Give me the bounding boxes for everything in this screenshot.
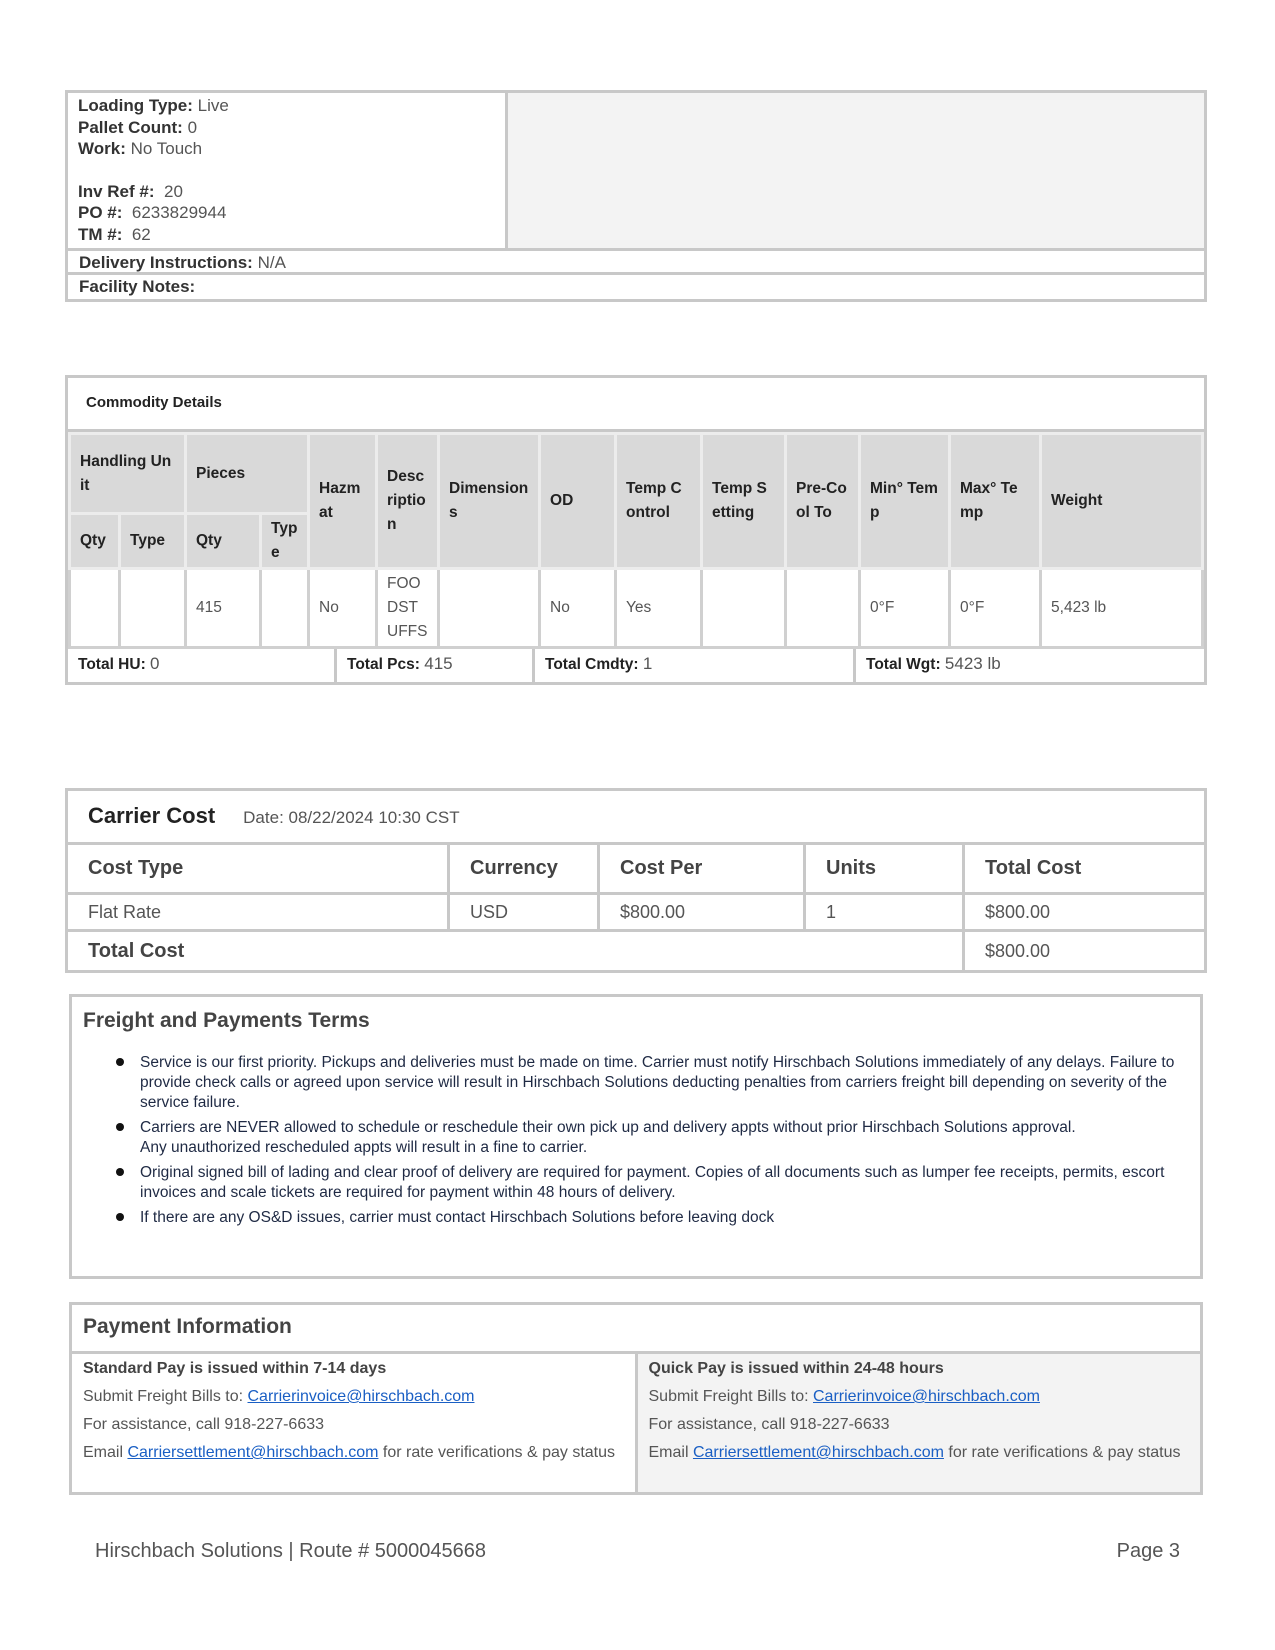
- header-pc-type: Type: [261, 514, 309, 569]
- standard-settlement: Email Carriersettlement@hirschbach.com for rate verifications & pay status: [83, 1444, 615, 1461]
- quick-pay-heading: Quick Pay is issued within 24-48 hours: [648, 1360, 944, 1377]
- cell-hu-type: [120, 569, 186, 648]
- invoice-email-link[interactable]: Carrierinvoice@hirschbach.com: [247, 1388, 475, 1405]
- carrier-cost-header: [68, 791, 1204, 845]
- cell-description: FOODSTUFFS: [377, 569, 439, 648]
- quick-assistance: For assistance, call 918-227-6633: [648, 1416, 890, 1433]
- cell-hu-qty: [70, 569, 120, 648]
- loading-type: Loading Type: Live: [78, 96, 229, 115]
- header-od: OD: [540, 434, 616, 569]
- list-item: Original signed bill of lading and clear proof of delivery are required for payment. Copies of all documents such as lumper fee receipts, permits, escort invoices and scale tickets are required for payment within 48 hours of delivery.: [140, 1163, 1189, 1203]
- pallet-count: Pallet Count: 0: [78, 117, 198, 137]
- total-cost-value: $800.00: [985, 940, 1051, 961]
- table-row: [70, 569, 1203, 648]
- payment-title: Payment Information: [72, 1305, 1200, 1354]
- total-wgt: Total Wgt: 5423 lb: [866, 654, 1001, 673]
- terms-list: [83, 1053, 1189, 1228]
- carrier-cost-title: Carrier Cost: [88, 803, 216, 828]
- header-max-temp: Max° Temp: [950, 434, 1041, 569]
- header-temp-control: Temp Control: [616, 434, 702, 569]
- cell-weight: 5,423 lb: [1041, 569, 1203, 648]
- header-cost-per: Cost Per: [600, 845, 806, 895]
- total-cost-label: Total Cost: [68, 932, 965, 970]
- inv-ref: Inv Ref #: 20: [78, 181, 183, 201]
- header-currency: Currency: [450, 845, 600, 895]
- standard-submit: Submit Freight Bills to: Carrierinvoice@hirschbach.com: [83, 1388, 475, 1405]
- commodity-totals: [68, 649, 1204, 682]
- cell-pc-qty: 415: [186, 569, 261, 648]
- header-hu-qty: Qty: [70, 514, 120, 569]
- carrier-cost: [65, 788, 1207, 973]
- header-dimensions: Dimensions: [439, 434, 540, 569]
- header-pieces: Pieces: [186, 434, 309, 514]
- cell-dimensions: [439, 569, 540, 648]
- settlement-email-link[interactable]: Carriersettlement@hirschbach.com: [692, 1444, 944, 1461]
- po-number: PO #: 6233829944: [78, 203, 227, 222]
- facility-notes: Facility Notes:: [79, 277, 196, 296]
- quick-pay: [638, 1354, 1201, 1492]
- list-item: If there are any OS&D issues, carrier must contact Hirschbach Solutions before leaving dock: [140, 1208, 1189, 1228]
- header-hazmat: Hazmat: [309, 434, 377, 569]
- list-item: Carriers are NEVER allowed to schedule or reschedule their own pick up and delivery appts without prior Hirschbach Solutions approval. Any unauthorized rescheduled appts will result in a fine to carrier.: [140, 1118, 1189, 1158]
- cell-units: 1: [806, 895, 965, 932]
- cell-cost-type: Flat Rate: [68, 895, 450, 932]
- commodity-title: Commodity Details: [68, 378, 1204, 432]
- total-pcs: Total Pcs: 415: [337, 649, 535, 682]
- header-description: Description: [377, 434, 439, 569]
- load-info-box: [65, 90, 1207, 302]
- cell-temp-control: Yes: [616, 569, 702, 648]
- cell-currency: USD: [450, 895, 600, 932]
- footer-page-number: Page 3: [1116, 1540, 1180, 1562]
- terms-title: Freight and Payments Terms: [83, 1009, 370, 1032]
- cell-pre-cool-to: [786, 569, 860, 648]
- payment-information: [69, 1302, 1203, 1495]
- standard-assistance: For assistance, call 918-227-6633: [83, 1416, 325, 1433]
- freight-terms: [69, 994, 1203, 1279]
- header-total-cost: Total Cost: [965, 845, 1204, 895]
- cost-total-row: [68, 932, 1204, 970]
- quick-submit: Submit Freight Bills to: Carrierinvoice@hirschbach.com: [648, 1388, 1040, 1405]
- blank-panel: [508, 93, 1204, 248]
- cell-pc-type: [261, 569, 309, 648]
- commodity-details: [65, 375, 1207, 685]
- total-hu: Total HU: 0: [68, 649, 337, 682]
- header-weight: Weight: [1041, 434, 1203, 569]
- standard-pay-heading: Standard Pay is issued within 7-14 days: [83, 1360, 387, 1377]
- settlement-email-link[interactable]: Carriersettlement@hirschbach.com: [127, 1444, 379, 1461]
- total-cmdty: Total Cmdty: 1: [535, 649, 856, 682]
- cell-max-temp: 0°F: [950, 569, 1041, 648]
- cell-hazmat: No: [309, 569, 377, 648]
- cell-cost-per: $800.00: [600, 895, 806, 932]
- cell-temp-setting: [702, 569, 786, 648]
- cell-total-cost: $800.00: [965, 895, 1204, 932]
- footer-route: Hirschbach Solutions | Route # 5000045668: [95, 1540, 487, 1562]
- commodity-table: [68, 432, 1204, 649]
- header-handling-unit: Handling Unit: [70, 434, 186, 514]
- delivery-instructions: Delivery Instructions: N/A: [68, 251, 1204, 275]
- header-cost-type: Cost Type: [68, 845, 450, 895]
- cell-od: No: [540, 569, 616, 648]
- invoice-email-link[interactable]: Carrierinvoice@hirschbach.com: [813, 1388, 1040, 1405]
- header-min-temp: Min° Temp: [860, 434, 950, 569]
- cost-table: [68, 845, 1204, 932]
- work: Work: No Touch: [78, 139, 203, 158]
- load-details: [68, 93, 508, 248]
- carrier-cost-date: Date: 08/22/2024 10:30 CST: [243, 808, 460, 827]
- header-pre-cool-to: Pre-Cool To: [786, 434, 860, 569]
- cell-min-temp: 0°F: [860, 569, 950, 648]
- list-item: Service is our first priority. Pickups and deliveries must be made on time. Carrier must notify Hirschbach Solutions immediately of any delays. Failure to provide check calls or agreed upon service will result in Hirschbach Solutions deducting penalties from carriers freight bill depending on severity of the service failure.: [140, 1053, 1189, 1113]
- header-pc-qty: Qty: [186, 514, 261, 569]
- tm-number: TM #: 62: [78, 224, 151, 244]
- quick-settlement: Email Carriersettlement@hirschbach.com for rate verifications & pay status: [648, 1444, 1181, 1461]
- header-temp-setting: Temp Setting: [702, 434, 786, 569]
- header-hu-type: Type: [120, 514, 186, 569]
- standard-pay: [72, 1354, 638, 1492]
- header-units: Units: [806, 845, 965, 895]
